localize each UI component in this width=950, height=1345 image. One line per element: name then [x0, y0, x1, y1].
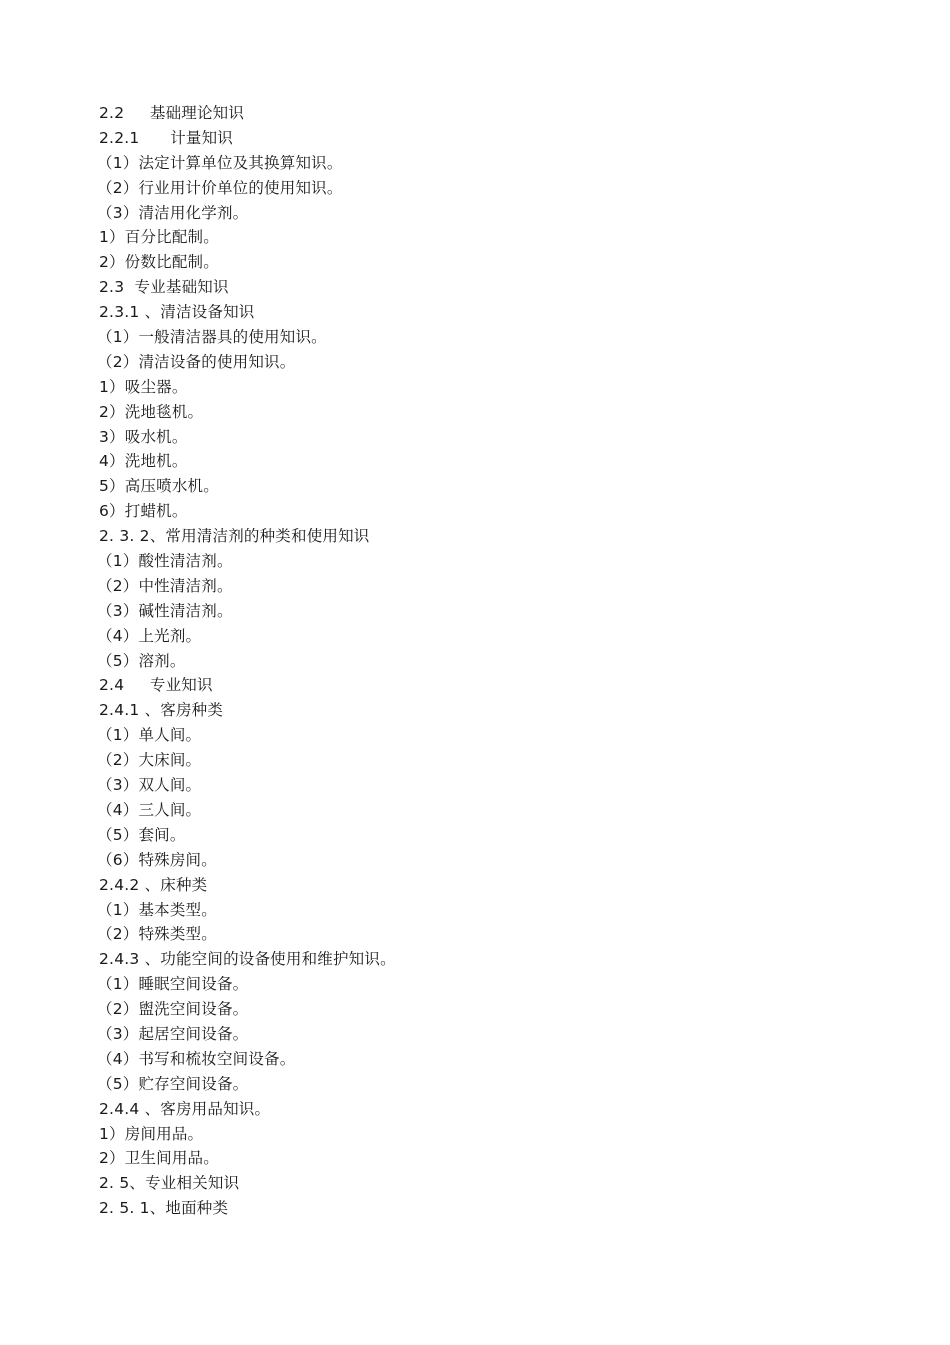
list-item: （2）特殊类型。	[97, 925, 217, 944]
list-item: 6）打蜡机。	[99, 502, 188, 521]
list-item: 2）卫生间用品。	[99, 1149, 219, 1168]
list-item: （3）碱性清洁剂。	[97, 601, 233, 620]
subsection-heading-2-2-1: 2.2.1 计量知识	[99, 128, 234, 147]
list-item: 1）房间用品。	[99, 1124, 204, 1143]
list-item: （2）清洁设备的使用知识。	[97, 352, 296, 371]
list-item: 1）百分比配制。	[99, 228, 219, 247]
list-item: 5）高压喷水机。	[99, 477, 219, 496]
section-heading-2-3: 2.3 专业基础知识	[99, 278, 229, 297]
list-item: （5）贮存空间设备。	[97, 1074, 249, 1093]
list-item: （1）法定计算单位及其换算知识。	[97, 153, 343, 172]
section-heading-2-5: 2. 5、专业相关知识	[99, 1174, 240, 1193]
document-body	[99, 101, 859, 1221]
subsection-heading-2-5-1: 2. 5. 1、地面种类	[99, 1199, 229, 1218]
list-item: （5）套间。	[97, 825, 186, 844]
list-item: （1）酸性清洁剂。	[97, 552, 233, 571]
list-item: （2）盥洗空间设备。	[97, 1000, 249, 1019]
list-item: 2）洗地毯机。	[99, 402, 204, 421]
list-item: （5）溶剂。	[97, 651, 186, 670]
list-item: （3）起居空间设备。	[97, 1024, 249, 1043]
list-item: 2）份数比配制。	[99, 253, 219, 272]
subsection-heading-2-3-2: 2. 3. 2、常用清洁剂的种类和使用知识	[99, 527, 370, 546]
list-item: 3）吸水机。	[99, 427, 188, 446]
list-item: （1）基本类型。	[97, 900, 217, 919]
subsection-heading-2-4-2: 2.4.2 、床种类	[99, 875, 208, 894]
list-item: （1）睡眠空间设备。	[97, 975, 249, 994]
section-heading-2-4: 2.4 专业知识	[99, 676, 213, 695]
list-item: （2）大床间。	[97, 751, 202, 770]
list-item: 1）吸尘器。	[99, 377, 188, 396]
list-item: （6）特殊房间。	[97, 850, 217, 869]
list-item: （1）一般清洁器具的使用知识。	[97, 328, 327, 347]
subsection-heading-2-4-1: 2.4.1 、客房种类	[99, 701, 224, 720]
subsection-heading-2-4-3: 2.4.3 、功能空间的设备使用和维护知识。	[99, 950, 396, 969]
section-heading-2-2: 2.2 基础理论知识	[99, 104, 245, 122]
list-item: （2）行业用计价单位的使用知识。	[97, 178, 343, 197]
list-item: （3）清洁用化学剂。	[97, 203, 249, 222]
list-item: （4）书写和梳妆空间设备。	[97, 1049, 296, 1068]
list-item: （3）双人间。	[97, 776, 202, 795]
list-item: （1）单人间。	[97, 726, 202, 745]
list-item: （4）三人间。	[97, 800, 202, 819]
subsection-heading-2-3-1: 2.3.1 、清洁设备知识	[99, 303, 255, 322]
subsection-heading-2-4-4: 2.4.4 、客房用品知识。	[99, 1099, 271, 1118]
list-item: （2）中性清洁剂。	[97, 576, 233, 595]
list-item: （4）上光剂。	[97, 626, 202, 645]
list-item: 4）洗地机。	[99, 452, 188, 471]
